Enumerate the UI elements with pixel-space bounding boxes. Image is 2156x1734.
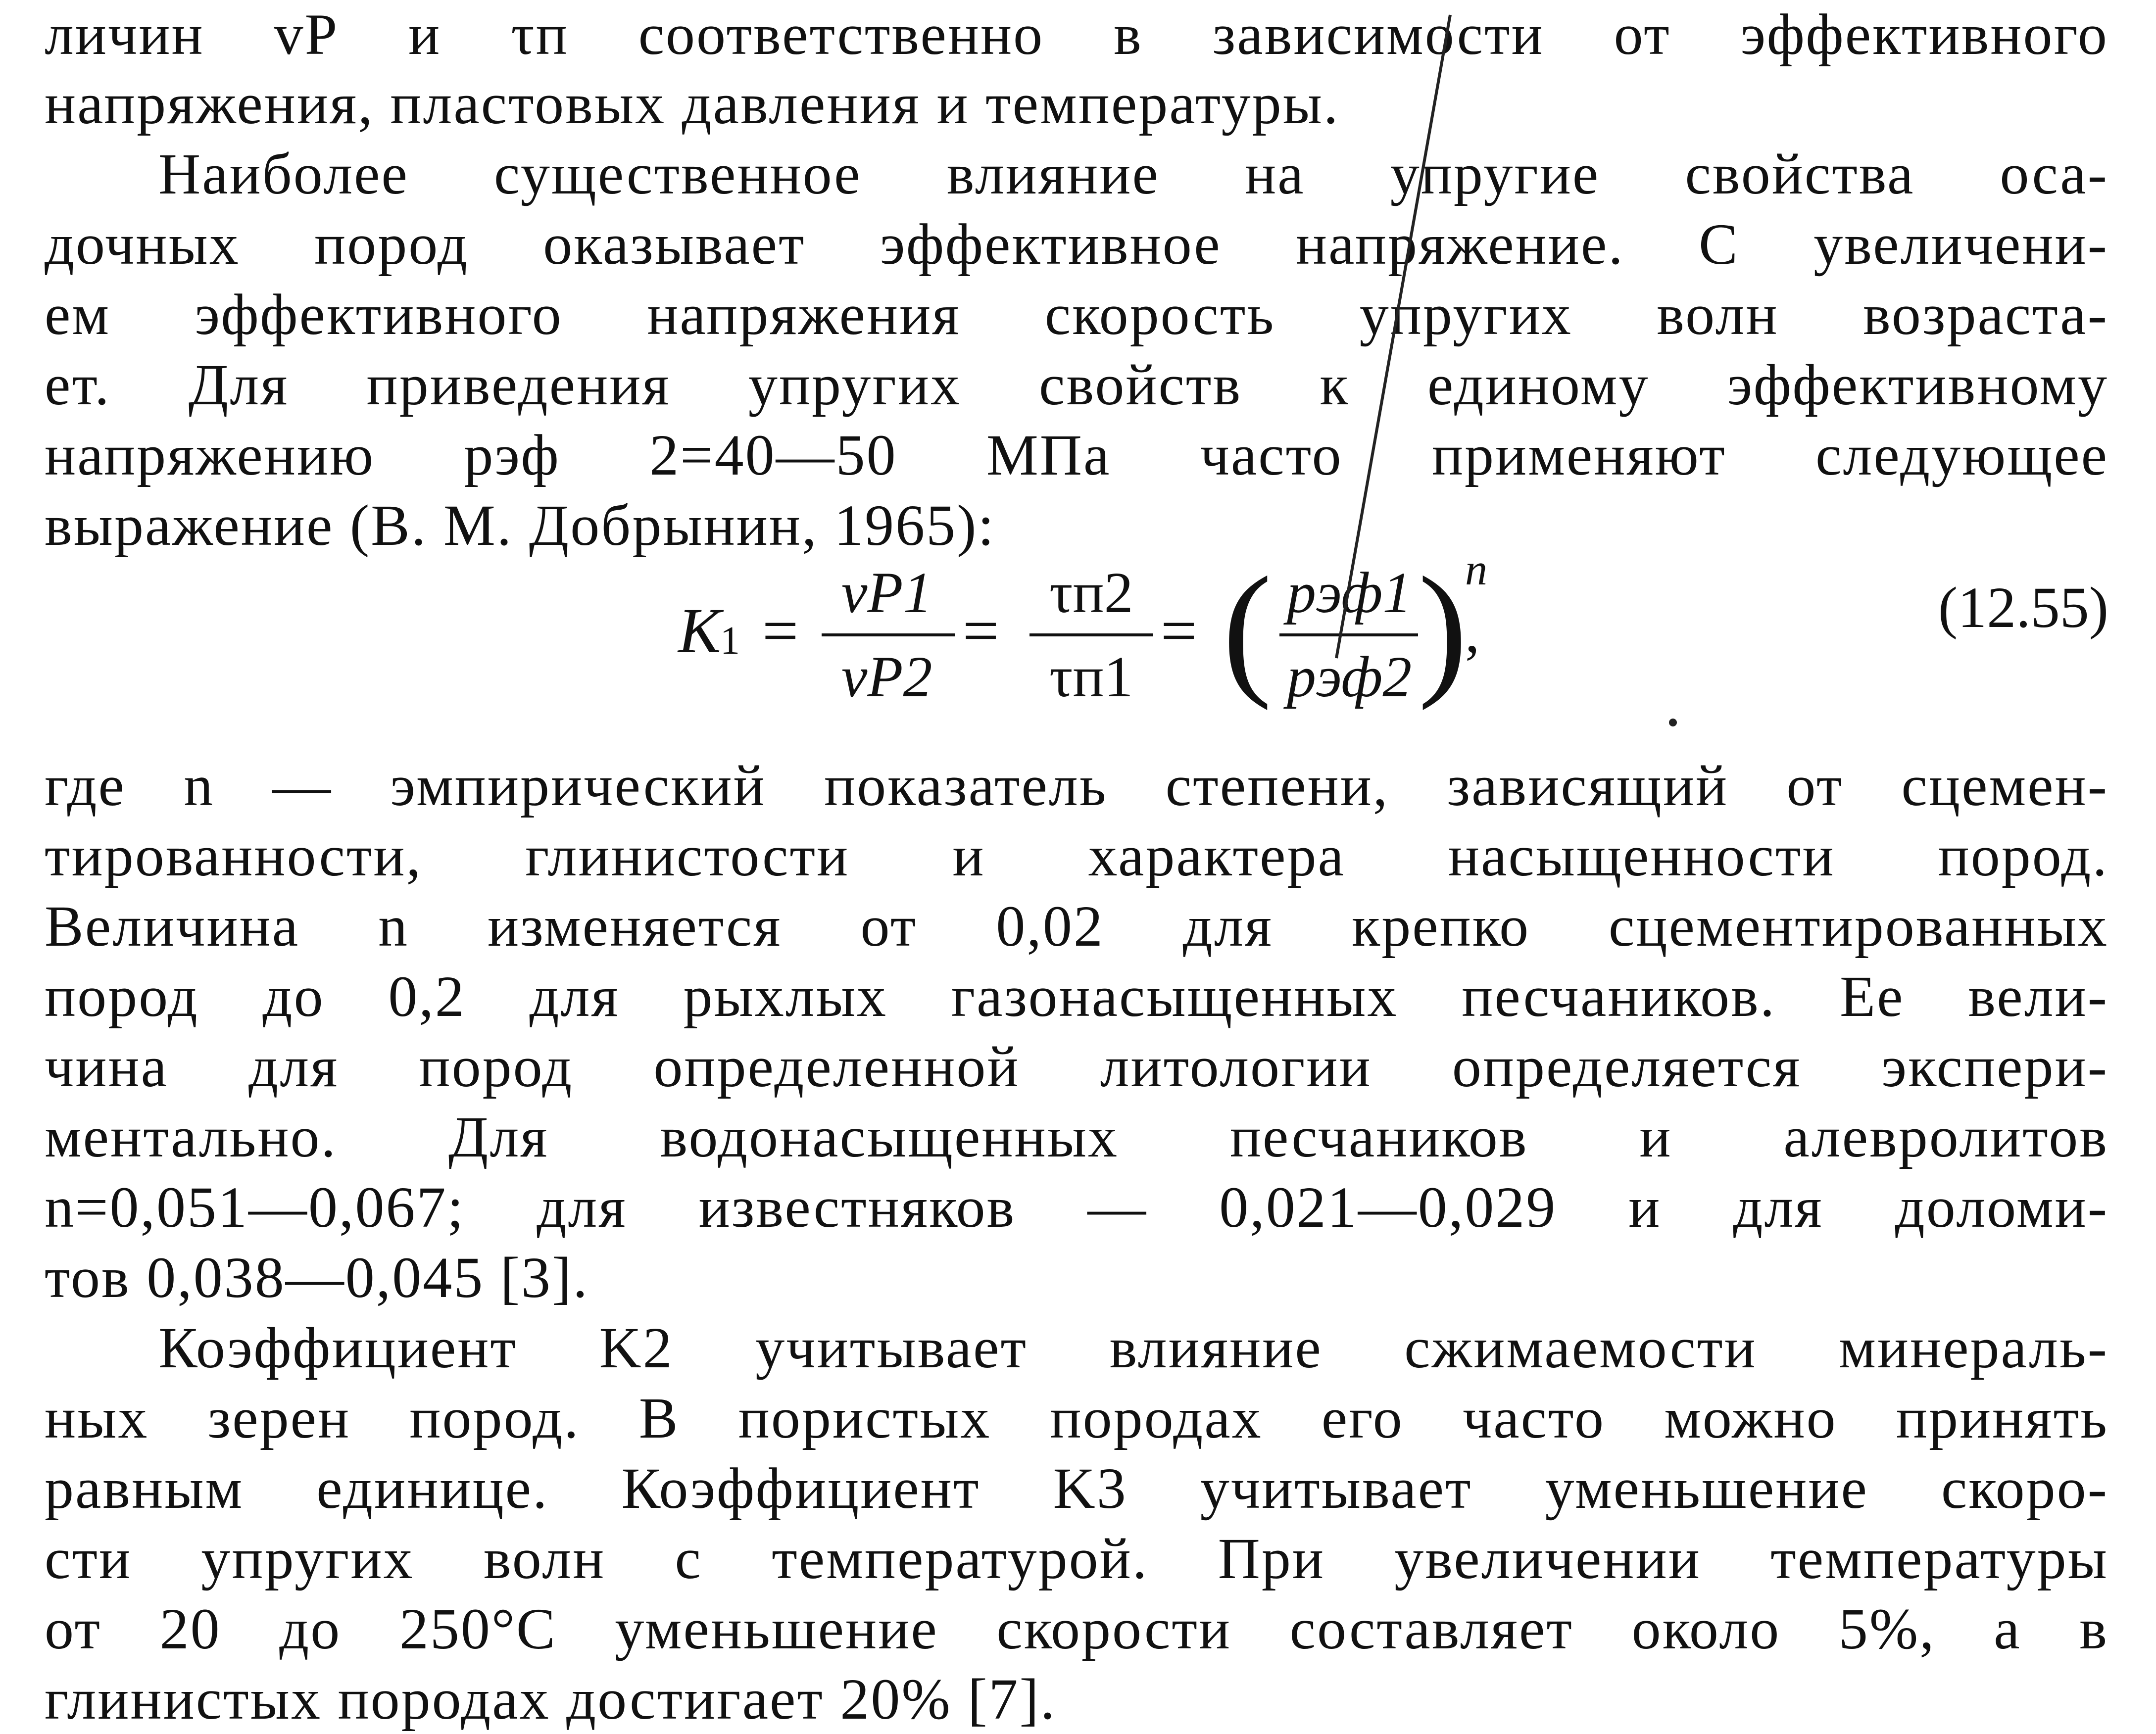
- fraction-1-numerator: vP1: [841, 560, 932, 625]
- equation-12-55: [0, 545, 2156, 732]
- text-line: тированности, глинистости и характера насыщенности пород.: [45, 823, 2108, 888]
- text-line: ментально. Для водонасыщенных песчаников и алевролитов: [45, 1105, 2108, 1169]
- text-line: глинистых породах достигает 20% [7].: [45, 1667, 1057, 1732]
- fraction-1-bar: [822, 633, 955, 636]
- equation-number: (12.55): [1938, 575, 2108, 640]
- text-line: пород до 0,2 для рыхлых газонасыщенных песчаников. Ее вели-: [45, 964, 2108, 1029]
- fraction-3-numerator: pэф1: [1287, 560, 1412, 625]
- text-line: от 20 до 250°С уменьшение скорости составляет около 5%, а в: [45, 1596, 2108, 1661]
- fraction-3-bar: [1279, 633, 1418, 636]
- text-line: Наиболее существенное влияние на упругие свойства оса-: [158, 142, 2108, 206]
- equals-sign: =: [1161, 595, 1197, 667]
- fraction-1-denominator: vP2: [841, 644, 932, 709]
- text-line: n=0,051—0,067; для известняков — 0,021—0,029 и для доломи-: [45, 1175, 2108, 1240]
- text-line: ем эффективного напряжения скорость упругих волн возраста-: [45, 282, 2108, 347]
- formula-lhs: K: [678, 595, 721, 667]
- fraction-3-denominator: pэф2: [1287, 644, 1412, 709]
- text-line: напряжения, пластовых давления и температуры.: [45, 71, 1340, 136]
- text-line: дочных пород оказывает эффективное напряжение. С увеличени-: [45, 212, 2108, 277]
- text-line: Коэффициент K2 учитывает влияние сжимаемости минераль-: [158, 1315, 2108, 1380]
- text-line: напряжению pэф 2=40—50 МПа часто применяют следующее: [45, 423, 2108, 487]
- text-line: тов 0,038—0,045 [3].: [45, 1245, 589, 1310]
- formula-comma: ,: [1465, 600, 1480, 665]
- fraction-2-denominator: τп1: [1049, 644, 1133, 709]
- text-line: сти упругих волн с температурой. При увеличении температуры: [45, 1526, 2108, 1591]
- text-line: ных зерен пород. В пористых породах его часто можно принять: [45, 1386, 2108, 1450]
- fraction-2-numerator: τп2: [1049, 560, 1133, 625]
- text-line: личин vP и τп соответственно в зависимости от эффективного: [45, 2, 2108, 67]
- text-line: ет. Для приведения упругих свойств к единому эффективному: [45, 352, 2108, 417]
- left-parenthesis: (: [1223, 546, 1272, 711]
- text-line: чина для пород определенной литологии определяется экспери-: [45, 1034, 2108, 1099]
- text-line: равным единице. Коэффициент K3 учитывает уменьшение скоро-: [45, 1456, 2108, 1521]
- text-line: где n — эмпирический показатель степени, зависящий от сцемен-: [45, 753, 2108, 818]
- equals-sign: =: [762, 595, 799, 667]
- text-line: Величина n изменяется от 0,02 для крепко сцементированных: [45, 894, 2108, 959]
- formula-lhs-subscript: 1: [720, 619, 740, 663]
- equals-sign: =: [963, 595, 999, 667]
- text-line: выражение (В. М. Добрынин, 1965):: [45, 493, 996, 558]
- formula-exponent: n: [1465, 545, 1487, 594]
- right-parenthesis: ): [1418, 546, 1468, 711]
- fraction-2-bar: [1029, 633, 1153, 636]
